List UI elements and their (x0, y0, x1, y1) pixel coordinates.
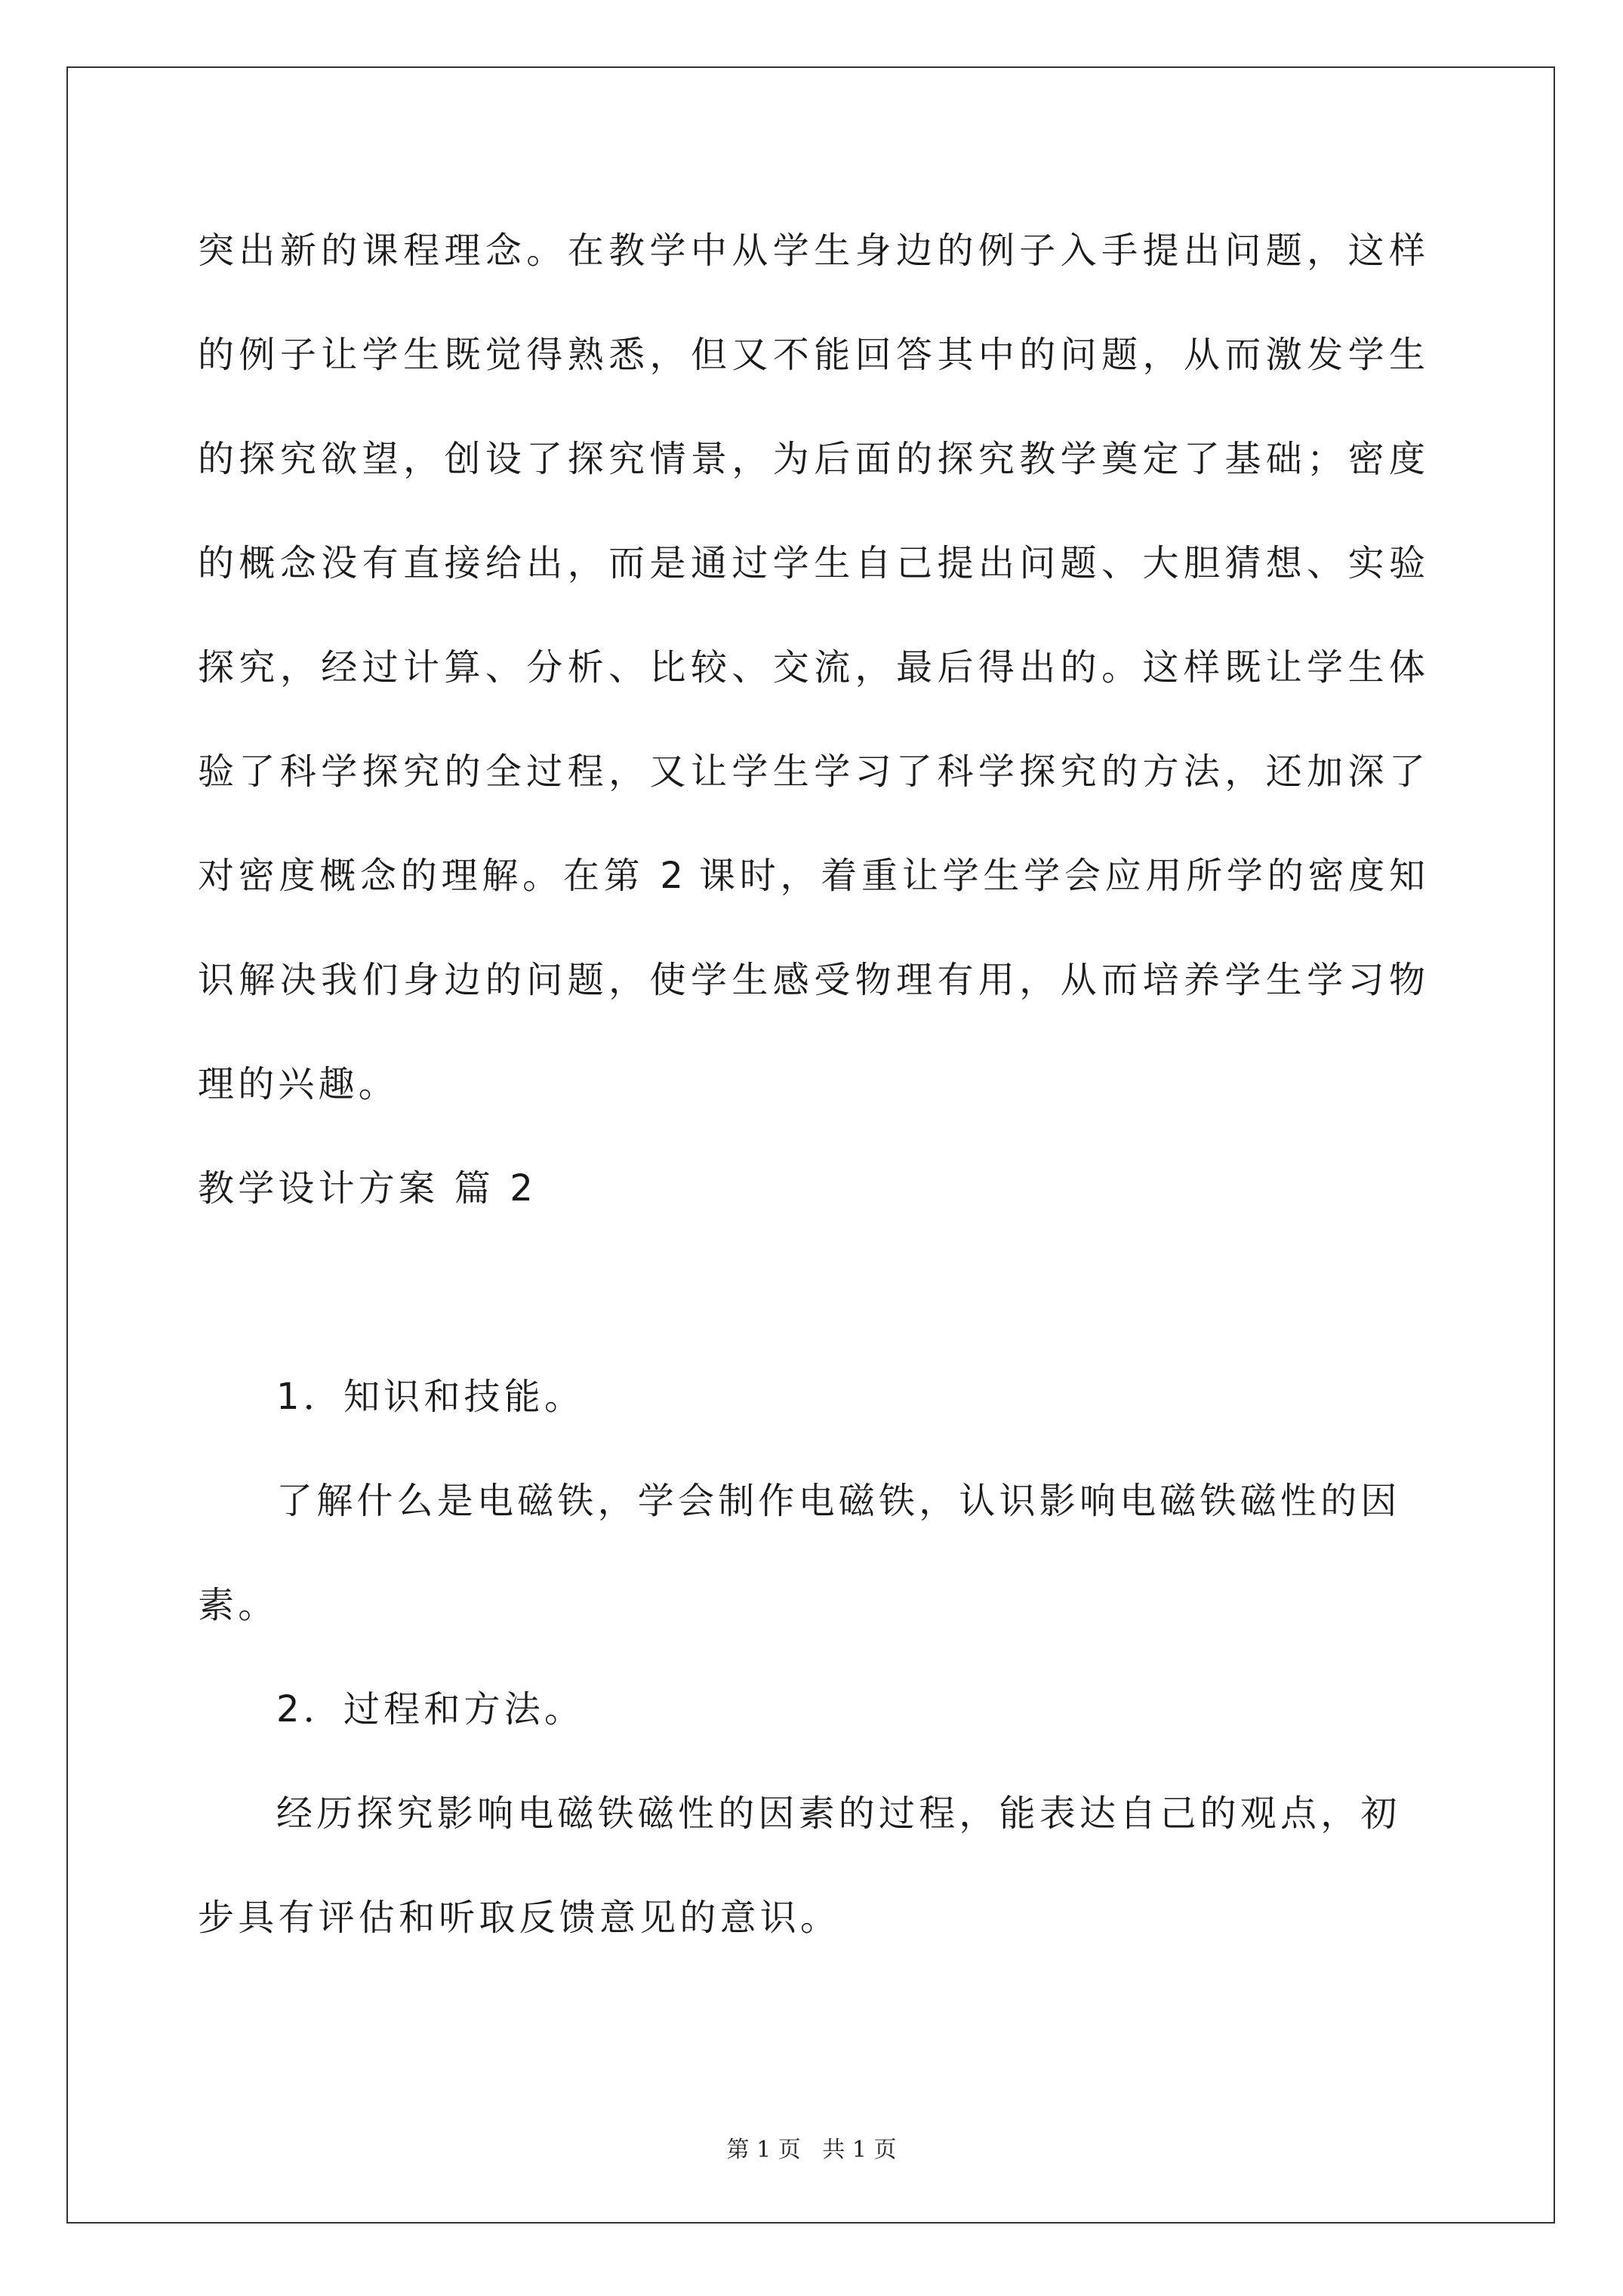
paragraph-line: 步具有评估和听取反馈意见的意识。 (198, 1897, 841, 1939)
item-title: 2．过程和方法。 (276, 1688, 585, 1730)
section-heading: 教学设计方案 篇 2 (198, 1167, 537, 1210)
paragraph-line: 对密度概念的理解。在第 2 课时，着重让学生学会应用所学的密度知 (198, 855, 1425, 897)
page-number-footer: 第 1 页 共 1 页 (726, 2137, 897, 2163)
item-title: 1．知识和技能。 (276, 1376, 585, 1418)
paragraph-line: 经历探究影响电磁铁磁性的因素的过程，能表达自己的观点，初 (276, 1792, 1401, 1835)
paragraph-line: 的例子让学生既觉得熟悉，但又不能回答其中的问题，从而激发学生 (198, 334, 1425, 376)
paragraph-line: 了解什么是电磁铁，学会制作电磁铁，认识影响电磁铁磁性的因 (276, 1480, 1401, 1522)
paragraph-line: 理的兴趣。 (198, 1063, 399, 1105)
paragraph-line: 的概念没有直接给出，而是通过学生自己提出问题、大胆猜想、实验 (198, 542, 1425, 584)
paragraph-line: 的探究欲望，创设了探究情景，为后面的探究教学奠定了基础；密度 (198, 438, 1425, 480)
paragraph-line: 验了科学探究的全过程，又让学生学习了科学探究的方法，还加深了 (198, 750, 1425, 793)
paragraph-line: 探究，经过计算、分析、比较、交流，最后得出的。这样既让学生体 (198, 646, 1425, 689)
paragraph-line: 突出新的课程理念。在教学中从学生身边的例子入手提出问题，这样 (198, 230, 1425, 272)
paragraph-line: 素。 (198, 1584, 279, 1626)
paragraph-line: 识解决我们身边的问题，使学生感受物理有用，从而培养学生学习物 (198, 959, 1425, 1001)
